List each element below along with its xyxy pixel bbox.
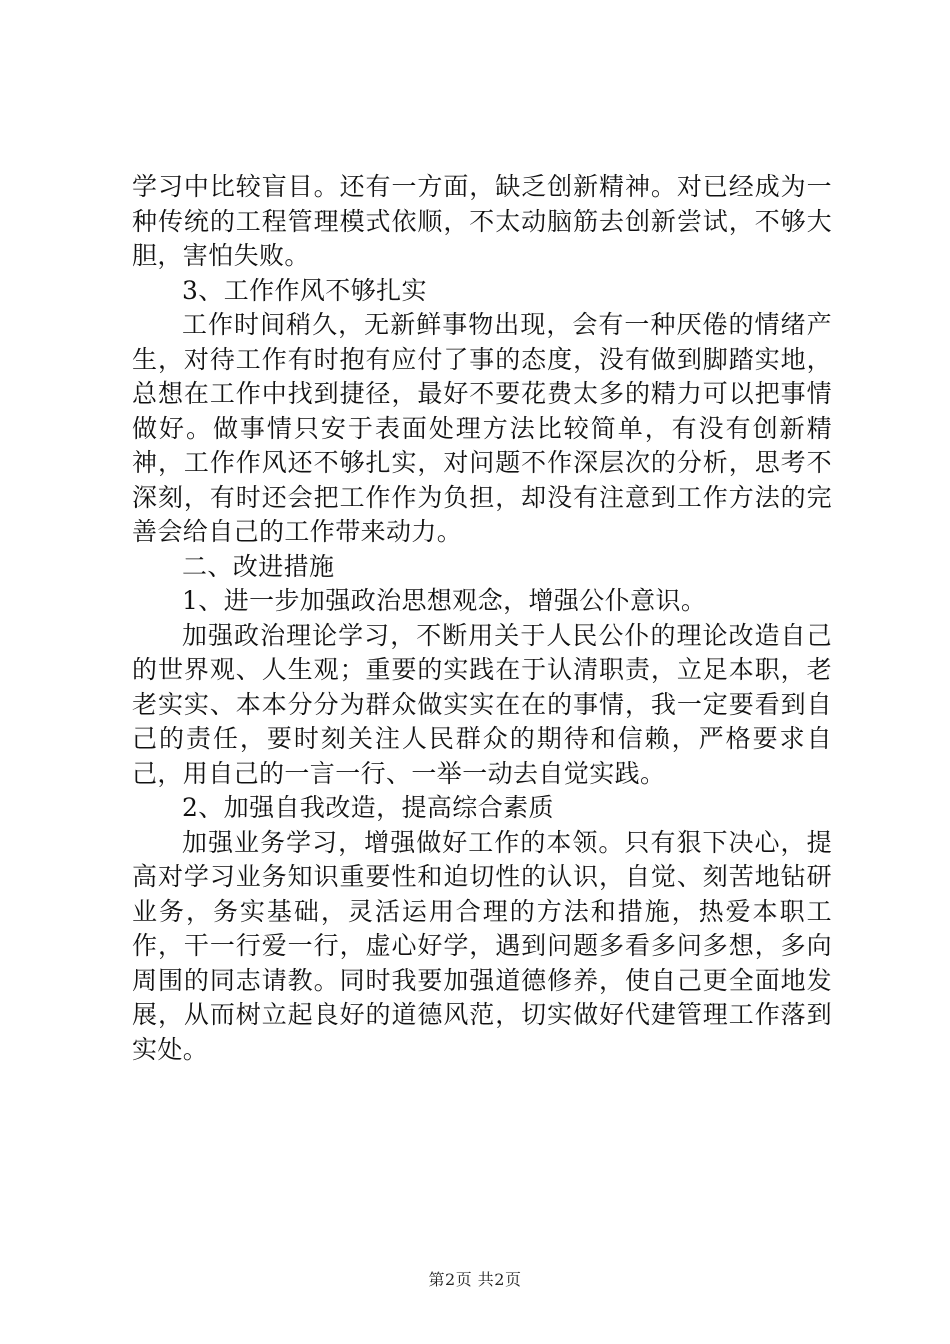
section-heading-work-style: 3、工作作风不够扎实 <box>182 275 427 305</box>
page-footer: 第2页 共2页 <box>428 1270 522 1289</box>
paragraph-work-style: 工作时间稍久，无新鲜事物出现，会有一种厌倦的情绪产生，对待工作有时抱有应付了事的态度，没有做到脚踏实地，总想在工作中找到捷径，最好不要花费太多的精力可以把事情做好。做事情只安于表面处理方法比较简单，有没有创新精神，工作作风还不够扎实，对问题不作深层次的分析，思考不深刻，有时还会把工作作为负担，却没有注意到工作方法的完善会给自己的工作带来动力。 <box>132 310 832 546</box>
section-heading-improvement-measures: 二、改进措施 <box>182 551 335 581</box>
document-body <box>132 170 832 1067</box>
subheading-political-thought: 1、进一步加强政治思想观念，增强公仆意识。 <box>182 586 707 615</box>
paragraph-continuation: 学习中比较盲目。还有一方面，缺乏创新精神。对已经成为一种传统的工程管理模式依顺，不太动脑筋去创新尝试，不够大胆，害怕失败。 <box>132 172 832 270</box>
paragraph-self-improvement: 加强业务学习，增强做好工作的本领。只有狠下决心，提高对学习业务知识重要性和迫切性的认识，自觉、刻苦地钻研业务，务实基础，灵活运用合理的方法和措施，热爱本职工作，干一行爱一行，虚心好学，遇到问题多看多问多想，多向周围的同志请教。同时我要加强道德修养，使自己更全面地发展，从而树立起良好的道德风范，切实做好代建管理工作落到实处。 <box>132 827 832 1064</box>
paragraph-political-thought: 加强政治理论学习，不断用关于人民公仆的理论改造自己的世界观、人生观；重要的实践在于认清职责，立足本职，老老实实、本本分分为群众做实实在在的事情，我一定要看到自己的责任，要时刻关注人民群众的期待和信赖，严格要求自己，用自己的一言一行、一举一动去自觉实践。 <box>132 620 832 788</box>
subheading-self-improvement: 2、加强自我改造，提高综合素质 <box>182 793 554 822</box>
